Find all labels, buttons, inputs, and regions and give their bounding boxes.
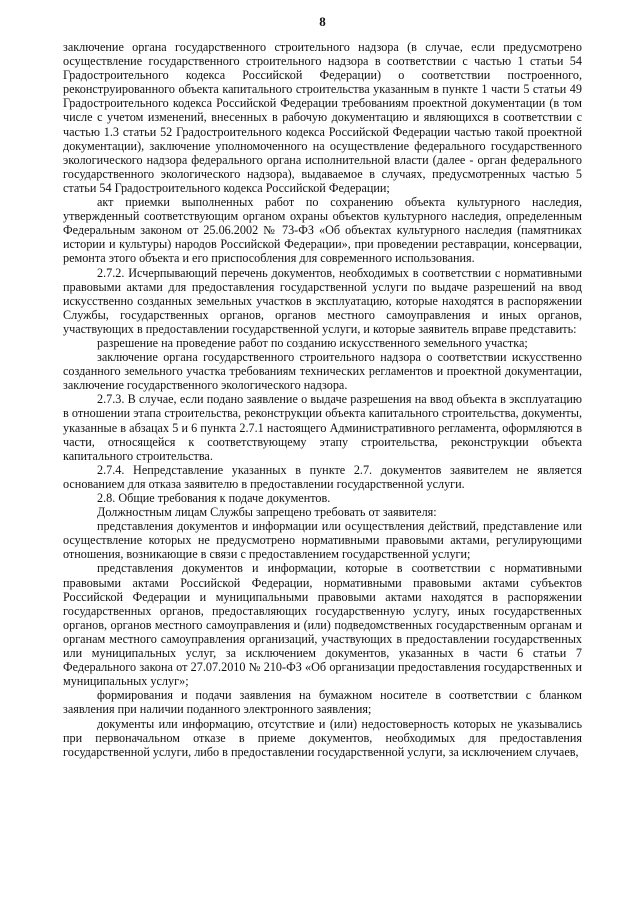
paragraph: документы или информацию, отсутствие и (или) недостоверность которых не указывались при первоначальном отказе в приеме документов, необходимых для предоставления государственной услуги, либо в предоставлении государственной услуги, за исключением случаев, [63,716,582,759]
paragraph: формирования и подачи заявления на бумажном носителе в соответствии с бланком заявления при наличии поданного электронного заявления; [63,688,582,717]
paragraph: заключение органа государственного строительного надзора (в случае, если предусмотрено осуществление государственного строительного надзора в соответствии с частью 1 статьи 54 Градостроительного кодекса Российской Федерации) о соответствии построенного, реконструированного объекта капитального строительства указанным в пункте 1 части 5 статьи 49 Градостроительного кодекса Российской Федерации требованиям проектной документации (в том числе с учетом изменений, внесенных в рабочую документацию и являющихся в соответствии с частью 1.3 статьи 52 Градостроительного кодекса Российской Федерации частью такой проектной документации), заключение уполномоченного на осуществление федерального государственного экологического надзора федерального органа исполнительной власти (далее - орган федерального государственного экологического надзора), выдаваемое в случаях, предусмотренных частью 5 статьи 54 Градостроительного кодекса Российской Федерации; [63,40,582,195]
paragraph: заключение органа государственного строительного надзора о соответствии искусственно созданного земельного участка требованиям технических регламентов и проектной документации, заключение государственного экологического надзора. [63,350,582,393]
paragraph: 2.8. Общие требования к подаче документов. [97,491,331,505]
paragraph: акт приемки выполненных работ по сохранению объекта культурного наследия, утвержденный соответствующим органом охраны объектов культурного наследия, определенным Федеральным законом от 25.06.2002 № 73-ФЗ «Об объектах культурного наследия (памятниках истории и культуры) народов Российской Федерации», при проведении реставрации, консервации, ремонта этого объекта и его приспособления для современного использования. [63,195,582,266]
document-body [63,40,582,759]
paragraph: представления документов и информации, которые в соответствии с нормативными правовыми актами Российской Федерации, нормативными правовыми актами субъектов Российской Федерации и муниципальными правовыми актами находятся в распоряжении государственных органов, предоставляющих государственную услугу, иных государственных органов, органов местного самоуправления и (или) подведомственных государственным органам и органам местного самоуправления организаций, участвующих в предоставлении государственных или муниципальных услуг, за исключением документов, указанных в части 6 статьи 7 Федерального закона от 27.07.2010 № 210-ФЗ «Об организации предоставления государственных и муниципальных услуг»; [63,561,582,689]
paragraph: 2.7.2. Исчерпывающий перечень документов, необходимых в соответствии с нормативными правовыми актами для предоставления государственной услуги по выдаче разрешений на ввод искусственно созданных земельных участков в эксплуатацию, которые находятся в распоряжении Службы, государственных органов, органов местного самоуправления и иных органов, участвующих в предоставлении государственной услуги, и которые заявитель вправе представить: [63,265,582,336]
paragraph: Должностным лицам Службы запрещено требовать от заявителя: [97,505,437,520]
paragraph: 2.7.4. Непредставление указанных в пункте 2.7. документов заявителем не является основанием для отказа заявителю в предоставлении государственной услуги. [63,462,582,491]
paragraph: разрешение на проведение работ по созданию искусственного земельного участка; [97,335,528,350]
page-number: 8 [319,14,326,29]
paragraph: представления документов и информации или осуществления действий, представление или осуществление которых не предусмотрено нормативными правовыми актами, регулирующими отношения, возникающие в связи с предоставлением государственной услуги; [63,519,582,562]
paragraph: 2.7.3. В случае, если подано заявление о выдаче разрешения на ввод объекта в эксплуатацию в отношении этапа строительства, реконструкции объекта капитального строительства, документы, указанные в абзацах 5 и 6 пункта 2.7.1 настоящего Административного регламента, оформляются в части, относящейся к соответствующему этапу строительства, реконструкции объекта капитального строительства. [63,392,582,463]
